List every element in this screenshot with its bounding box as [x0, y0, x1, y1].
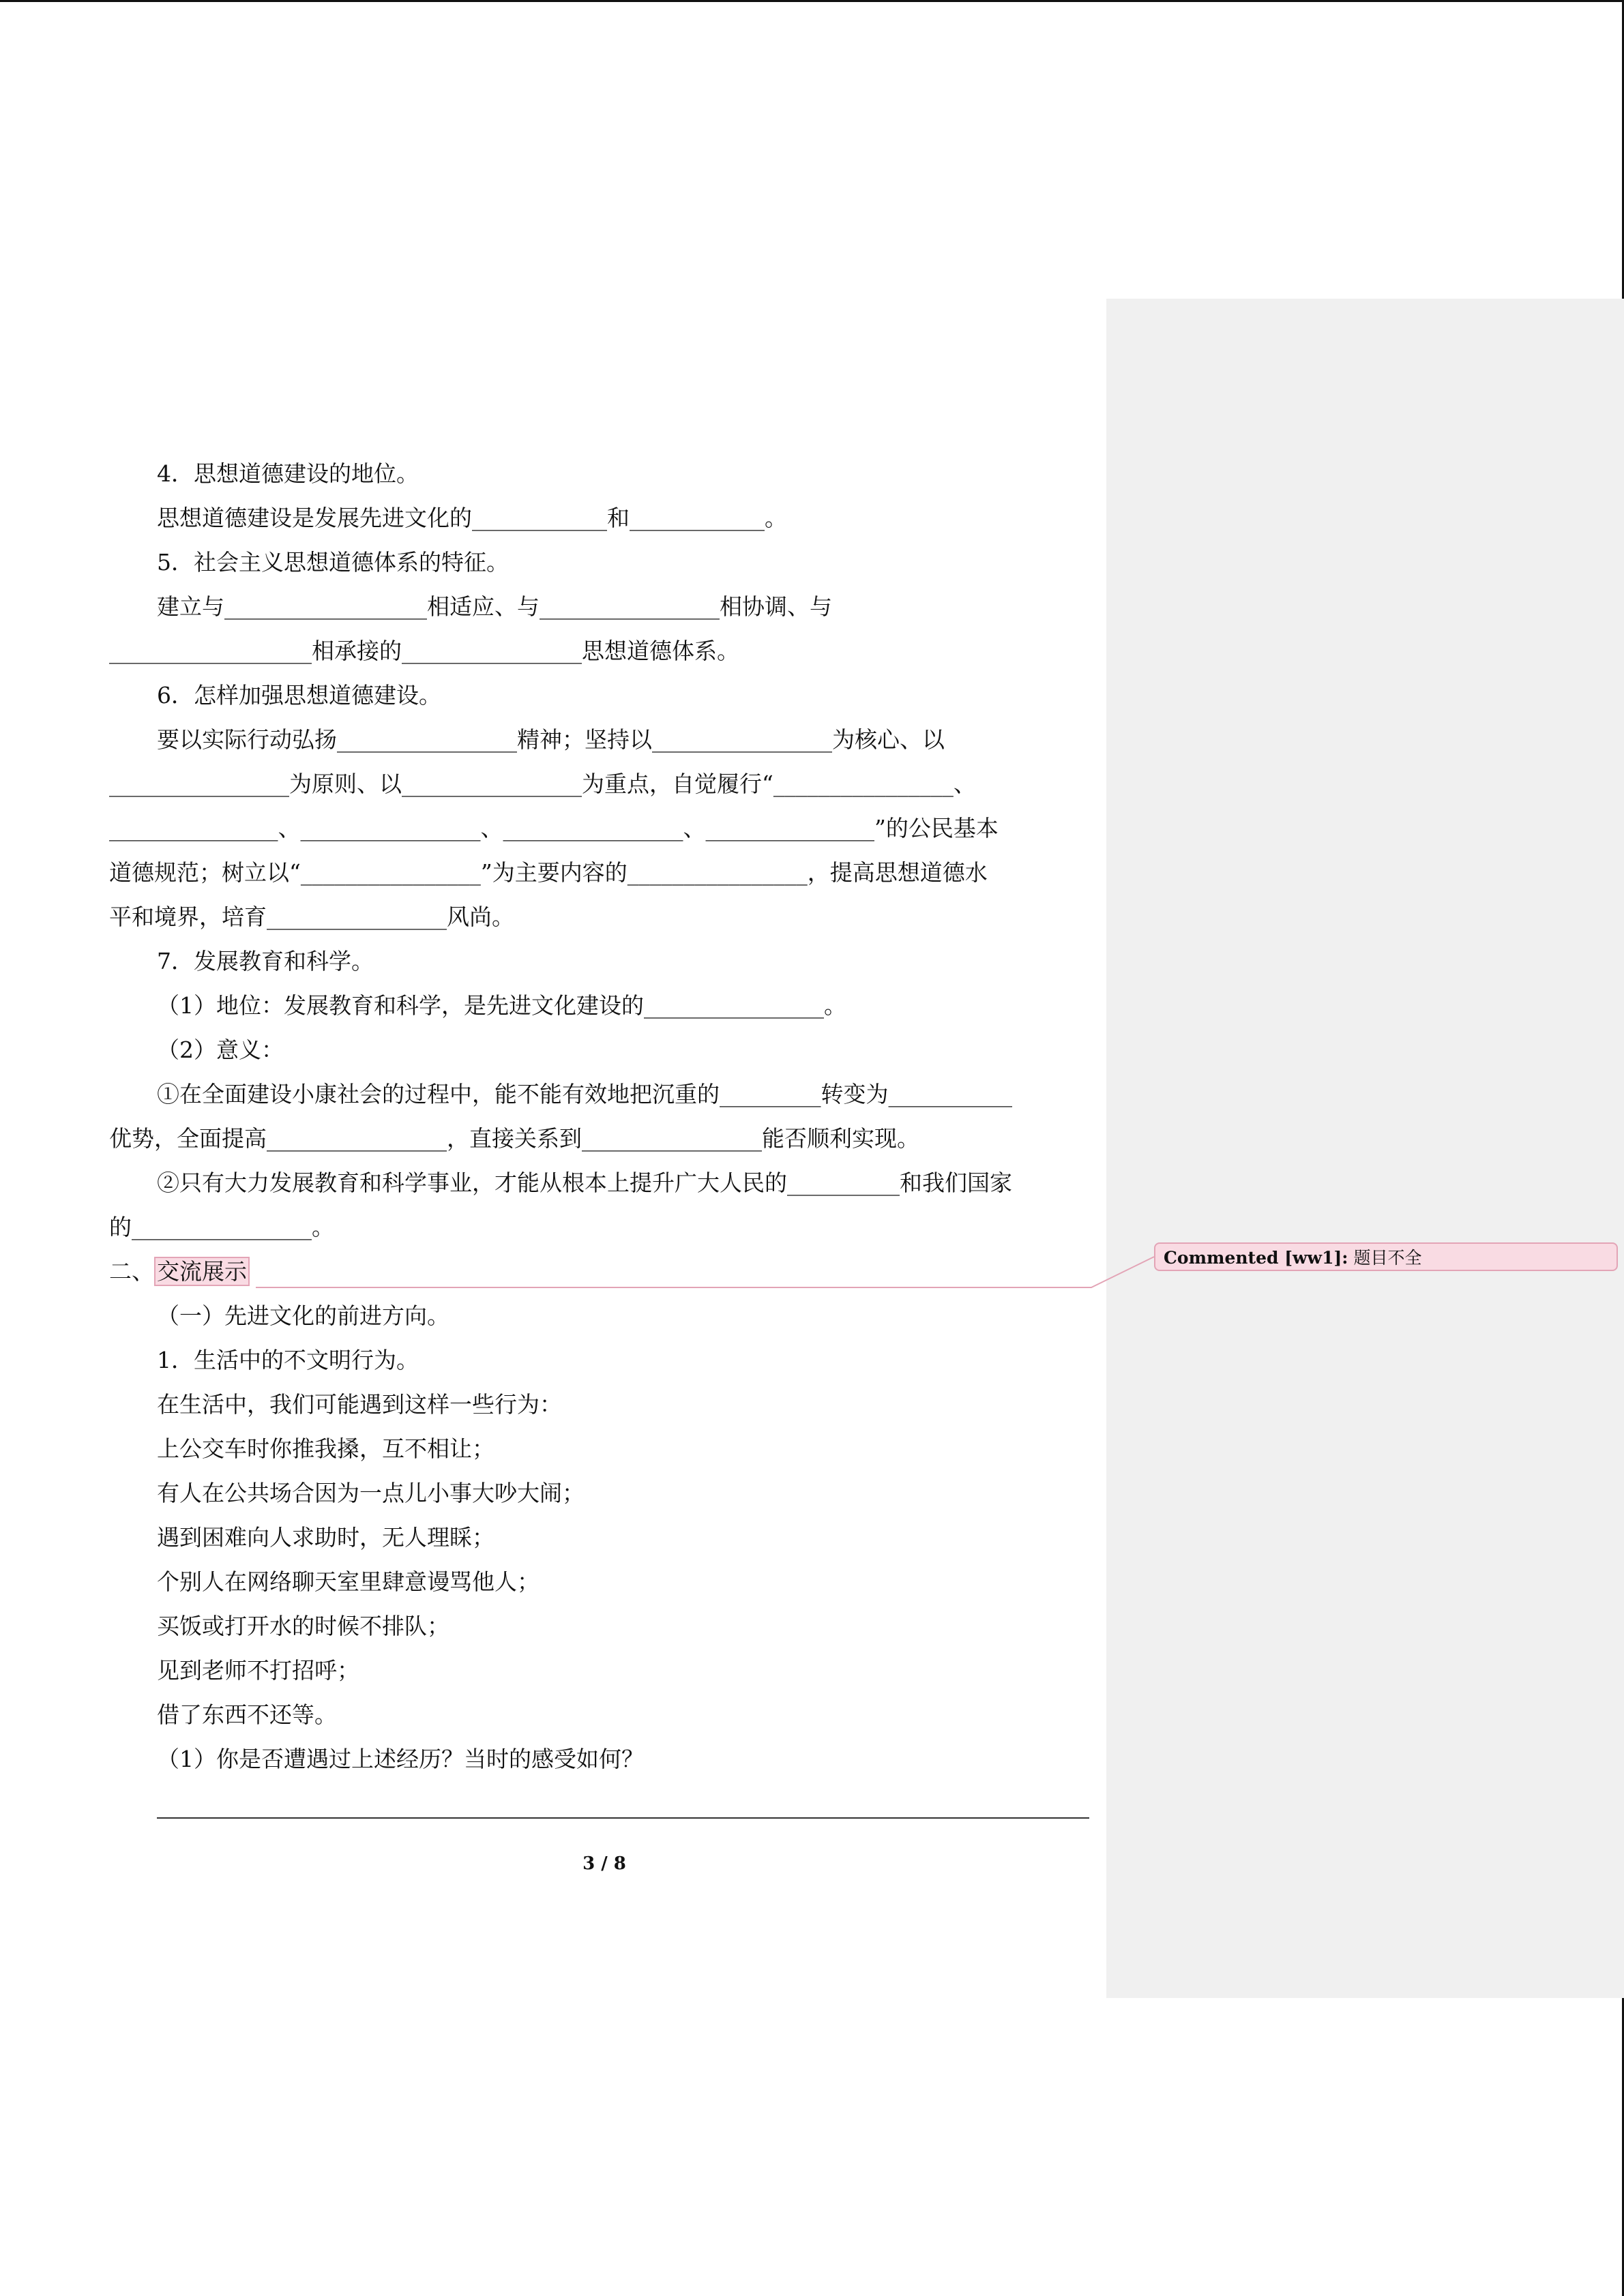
doc-line-21: 1．生活中的不文明行为。: [157, 1347, 419, 1373]
doc-line-26: 个别人在网络聊天室里肆意谩骂他人；: [157, 1568, 540, 1595]
comment-author: Commented [ww1]:: [1164, 1248, 1348, 1268]
doc-line-18: 的________________。: [109, 1214, 334, 1240]
doc-line-16: 优势，全面提高________________，直接关系到________________能否顺利实现。: [109, 1125, 919, 1152]
doc-line-6: 6．怎样加强思想道德建设。: [157, 682, 441, 709]
doc-line-8: ________________为原则、以________________为重点，自觉履行“________________、: [109, 771, 976, 797]
doc-line-23: 上公交车时你推我搡，互不相让；: [157, 1435, 494, 1462]
doc-line-10: 道德规范；树立以“________________”为主要内容的________________，提高思想道德水: [109, 859, 988, 886]
comment-balloon[interactable]: [1154, 1242, 1618, 1271]
doc-line-15: ①在全面建设小康社会的过程中，能不能有效地把沉重的_________转变为___________: [157, 1081, 1012, 1107]
doc-line-28: 见到老师不打招呼；: [157, 1657, 359, 1684]
doc-line-5: __________________相承接的________________思想道德体系。: [109, 638, 739, 664]
commented-text-highlight[interactable]: 交流展示: [154, 1257, 250, 1286]
doc-line-2: 思想道德建设是发展先进文化的____________和____________。: [157, 505, 787, 531]
doc-line-30: （1）你是否遭遇过上述经历？当时的感受如何？: [157, 1746, 644, 1772]
comment-text: 题目不全: [1353, 1248, 1422, 1268]
doc-line-20: （一）先进文化的前进方向。: [157, 1302, 449, 1329]
doc-line-3: 5．社会主义思想道德体系的特征。: [157, 549, 509, 576]
doc-line-9: _______________、________________、________________、_______________”的公民基本: [109, 815, 999, 841]
doc-line-22: 在生活中，我们可能遇到这样一些行为：: [157, 1391, 562, 1418]
doc-line-12: 7．发展教育和科学。: [157, 948, 374, 974]
doc-line-11: 平和境界，培育________________风尚。: [109, 904, 514, 930]
section-number: 二、: [109, 1258, 154, 1285]
doc-line-29: 借了东西不还等。: [157, 1701, 337, 1728]
doc-line-7: 要以实际行动弘扬________________精神；坚持以________________为核心、以: [157, 726, 945, 753]
doc-line-14: （2）意义：: [157, 1037, 284, 1063]
doc-line-1: 4．思想道德建设的地位。: [157, 460, 419, 487]
doc-line-4: 建立与__________________相适应、与________________相协调、与: [157, 593, 832, 620]
doc-line-17: ②只有大力发展教育和科学事业，才能从根本上提升广大人民的__________和我们国家: [157, 1169, 1012, 1196]
page-number: 3 / 8: [582, 1853, 626, 1874]
doc-line-27: 买饭或打开水的时候不排队；: [157, 1613, 449, 1639]
doc-line-25: 遇到困难向人求助时，无人理睬；: [157, 1524, 494, 1551]
doc-line-24: 有人在公共场合因为一点儿小事大吵大闹；: [157, 1480, 585, 1506]
doc-line-13: （1）地位：发展教育和科学，是先进文化建设的________________。: [157, 992, 846, 1019]
